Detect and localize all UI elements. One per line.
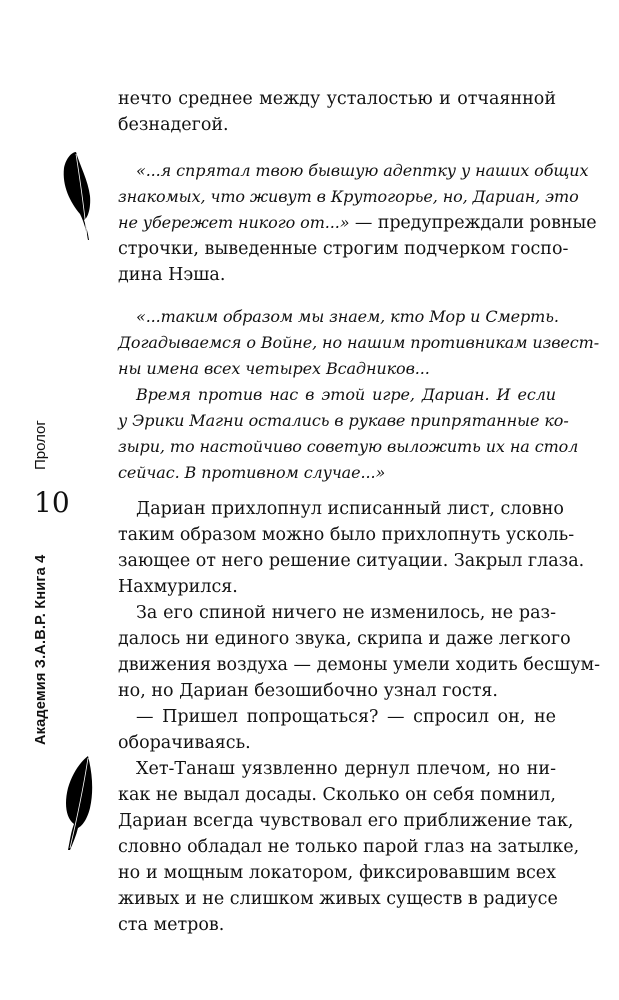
text-line: — Пришел попрощаться? — спросил он, не	[136, 707, 556, 727]
text-line: безнадегой.	[118, 115, 229, 135]
main-text	[118, 496, 601, 938]
text-line: За его спиной ничего не изменилось, не раз-	[136, 603, 556, 623]
text-line: оборачиваясь.	[118, 733, 251, 753]
text-line: зающее от него решение ситуации. Закрыл глаза.	[118, 551, 585, 571]
text-line: строчки, выведенные строгим подчерком госпо-	[118, 239, 569, 259]
quote-end: не убережет никого от...»	[118, 213, 350, 232]
page-number: 10	[34, 486, 70, 519]
text-line: знакомых, что живут в Крутогорье, но, Дариан, это	[118, 187, 579, 206]
text-line: ны имена всех четырех Всадников...	[118, 359, 430, 378]
paragraph-continued	[118, 86, 556, 138]
text-line: Время против нас в этой игре, Дариан. И если	[136, 385, 556, 404]
text-line: Нахмурился.	[118, 577, 238, 597]
text-line: «...таким образом мы знаем, кто Мор и Смерть.	[136, 307, 559, 326]
text-line: «...я спрятал твою бывшую адептку у наших общих	[136, 161, 589, 180]
text-line: словно обладал не только парой глаз на затылке,	[118, 837, 580, 857]
text-line: но и мощным локатором, фиксировавшим всех	[118, 863, 556, 883]
text-line: но, но Дариан безошибочно узнал гостя.	[118, 681, 498, 701]
text-line: зыри, то настойчиво советую выложить их на стол	[118, 437, 579, 456]
text-line: ста метров.	[118, 915, 225, 935]
text-line: движения воздуха — демоны умели ходить бесшум-	[118, 655, 601, 675]
text-line: Дариан прихлопнул исписанный лист, словно	[136, 499, 564, 519]
text-line: Дариан всегда чувствовал его приближение так,	[118, 811, 574, 831]
text-line: Догадываемся о Войне, но нашим противникам извест-	[118, 333, 600, 352]
text-line: у Эрики Магни остались в рукаве припрятанные ко-	[118, 411, 569, 430]
text-line: таким образом можно было прихлопнуть усколь-	[118, 525, 575, 545]
text-line: дина Нэша.	[118, 265, 226, 285]
text-line: как не выдал досады. Сколько он себя помнил,	[118, 785, 556, 805]
paragraph-after-letter-1	[118, 236, 569, 288]
letter-quote-2	[118, 304, 600, 486]
text-line: нечто среднее между усталостью и отчаянной	[118, 89, 556, 109]
narration: — предупреждали ровные	[349, 213, 597, 233]
feather-icon	[58, 754, 98, 852]
text-line	[118, 210, 597, 236]
text-line: сейчас. В противном случае...»	[118, 463, 386, 482]
section-title: Пролог	[32, 420, 49, 470]
text-line: далось ни единого звука, скрипа и даже легкого	[118, 629, 571, 649]
text-line: живых и не слишком живых существ в радиусе	[118, 889, 558, 909]
running-title: Академия З.А.В.Р. Книга 4	[33, 554, 49, 745]
letter-quote-1	[118, 158, 597, 236]
feather-icon	[58, 150, 98, 242]
text-line: Хет-Танаш уязвленно дернул плечом, но ни-	[136, 759, 556, 779]
